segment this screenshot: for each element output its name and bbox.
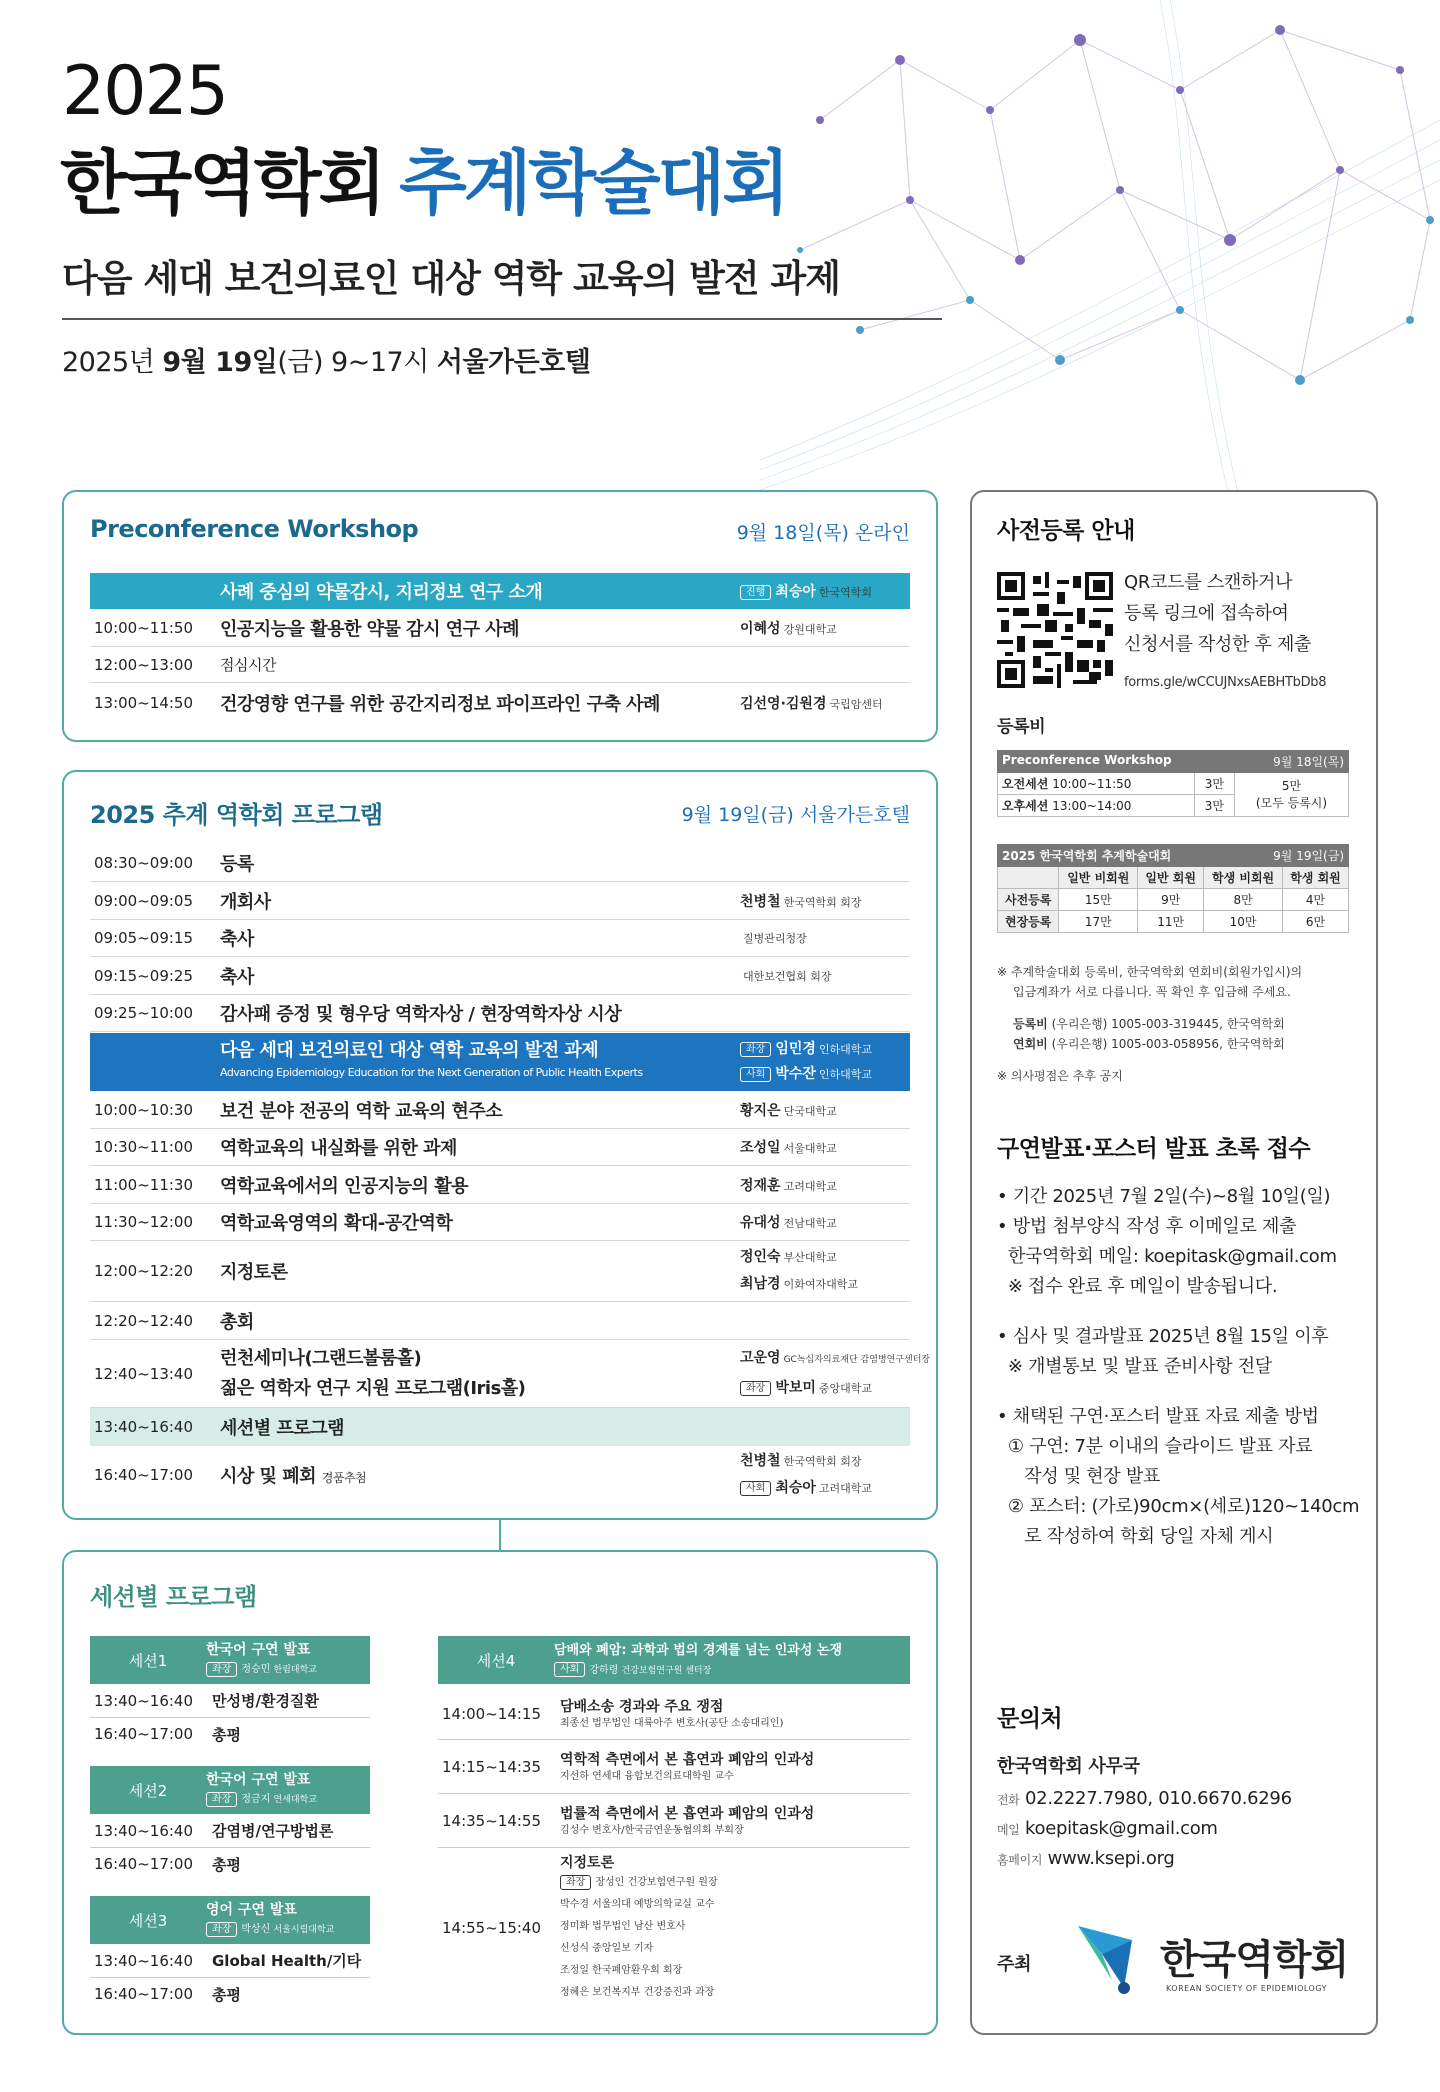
session3-header: 세션3 영어 구연 발표 좌장 박상신 서울시립대학교 xyxy=(90,1896,370,1944)
schedule-row-sessions: 13:40~16:40 세션별 프로그램 xyxy=(90,1408,910,1446)
abstract-details: • 기간 2025년 7월 2일(수)~8월 10일(일) • 방법 첨부양식 작성 후 이메일로 제출 한국역학회 메일: koepitask@gmail.com ※ 접수 완료 후 메일이 발송됩니다. • 심사 및 결과발표 2025년 8월 15일 이후 ※ 개별통보 및 발표 준비사항 전달 • 채택된 구연·포스터 발표 자료 제출 방법 ① 구연: 7분 이내의 슬라이드 발표 자료 작성 및 현장 발표 ② 포스터: (가로)90cm×(세로)120~140cm 로 작성하여 학회 당일 자체 게시 xyxy=(997,1186,1360,1547)
contact-title: 문의처 xyxy=(997,1706,1063,1732)
session-row: 13:40~16:40 감염병/연구방법론 xyxy=(90,1814,370,1848)
registration-title: 사전등록 안내 xyxy=(997,518,1135,544)
registration-link[interactable]: forms.gle/wCCUJNxsAEBHTbDb8 xyxy=(1124,675,1327,690)
contact-website[interactable]: 홈페이지 www.ksepi.org xyxy=(997,1848,1175,1869)
session-row: 13:40~16:40 만성병/환경질환 xyxy=(90,1684,370,1718)
workshop-band-title: 사례 중심의 약물감시, 지리정보 연구 소개 xyxy=(220,582,543,603)
schedule-row: 12:00~12:20 지정토론 정인숙 부산대학교 최남경 이화여자대학교 xyxy=(90,1241,910,1302)
society-logo-kr: 한국역학회 xyxy=(1160,1937,1349,1983)
workshop-title: Preconference Workshop xyxy=(90,515,419,543)
session-row: 14:35~14:55 법률적 측면에서 본 흡연과 폐암의 인과성 김성수 변호사/한국금연운동협의회 부회장 xyxy=(438,1794,910,1848)
workshop-fee-table: Preconference Workshop 9월 18일(목) 오전세션 10:00~11:50 3만 5만 (모두 등록시) 오후세션 13:00~14:00 3만 xyxy=(997,750,1349,817)
schedule-row: 09:25~10:00 감사패 증정 및 형우당 역학자상 / 현장역학자상 시상 xyxy=(90,995,910,1032)
society-logo-en: KOREAN SOCIETY OF EPIDEMIOLOGY xyxy=(1166,1984,1328,1993)
fee-notice: ※ 추계학술대회 등록비, 한국역학회 연회비(회원가입시)의 입금계좌가 서로 다릅니다. 꼭 확인 후 입금해 주세요. xyxy=(997,965,1303,999)
credit-notice: ※ 의사평점은 추후 공지 xyxy=(997,1069,1123,1083)
schedule-row: 09:00~09:05 개회사 천병철 한국역학회 회장 xyxy=(90,882,910,920)
session-row: 14:15~14:35 역학적 측면에서 본 흡연과 폐암의 인과성 지선하 연세대 융합보건의료대학원 교수 xyxy=(438,1740,910,1794)
society-logo-icon xyxy=(1072,1918,1152,1998)
schedule-row: 10:00~11:50 인공지능을 활용한 약물 감시 연구 사례 이혜성 강원대학교 xyxy=(90,609,910,647)
schedule-row: 16:40~17:00 시상 및 폐회 경품추첨 천병철 한국역학회 회장 사회 최승아 고려대학교 xyxy=(94,1453,873,1496)
session-row: 16:40~17:00 총평 xyxy=(94,1985,241,2004)
workshop-date: 9월 18일(목) 온라인 xyxy=(736,522,910,544)
theme-title: 다음 세대 보건의료인 대상 역학 교육의 발전 과제 xyxy=(220,1040,599,1061)
workshop-band xyxy=(90,573,910,609)
schedule-row: 12:40~13:40 런천세미나(그랜드볼룸홀) 젊은 역학자 연구 지원 프로그램(Iris홀) 고운영 GC녹십자의료재단 감염병연구센터장 좌장 박보미 중앙대학교 xyxy=(90,1340,910,1408)
contact-phone: 전화 02.2227.7980, 010.6670.6296 xyxy=(997,1788,1292,1809)
program-theme-band: 다음 세대 보건의료인 대상 역학 교육의 발전 과제 Advancing Epidemiology Education for the Next Generation of Public Health Experts 좌장 임민경 인하대학교 사회 박수잔 인하대학교 xyxy=(90,1033,910,1091)
connector-line xyxy=(499,1520,501,1550)
theme-title-en: Advancing Epidemiology Education for the Next Generation of Public Health Experts xyxy=(220,1066,643,1079)
event-subtitle: 다음 세대 보건의료인 대상 역학 교육의 발전 과제 xyxy=(62,257,841,300)
session-row: 16:40~17:00 총평 xyxy=(94,1725,241,1744)
session-row: 13:40~16:40 Global Health/기타 xyxy=(90,1944,370,1978)
sessions-title: 세션별 프로그램 xyxy=(90,1583,257,1611)
abstract-title: 구연발표·포스터 발표 초록 접수 xyxy=(997,1136,1311,1162)
session-row: 14:55~15:40 지정토론 좌장 장성인 건강보험연구원 원장 박수경 서울의대 예방의학교실 교수 정미화 법무법인 남산 변호사 신성식 중앙일보 기자 조정일 한국폐암환우회 회장 정혜은 보건복지부 건강증진과 과장 xyxy=(442,1855,718,1998)
session-row: 16:40~17:00 총평 xyxy=(94,1855,241,1874)
event-title xyxy=(60,140,787,226)
event-year: 2025 xyxy=(62,52,228,131)
session-row: 14:00~14:15 담배소송 경과와 주요 쟁점 최종선 법무법인 대륙아주 변호사(공단 소송대리인) xyxy=(438,1688,910,1740)
session2-header: 세션2 한국어 구연 발표 좌장 정금지 연세대학교 xyxy=(90,1766,370,1814)
schedule-row: 09:15~09:25 축사 대한보건협회 회장 xyxy=(90,957,910,995)
bank-accounts: 등록비 (우리은행) 1005-003-319445, 한국역학회 연회비 (우리은행) 1005-003-058956, 한국역학회 xyxy=(1013,1017,1285,1051)
session1-header: 세션1 한국어 구연 발표 좌장 정승민 한림대학교 xyxy=(90,1636,370,1684)
qr-code-icon xyxy=(997,572,1113,688)
host-label: 주최 xyxy=(997,1954,1032,1975)
schedule-row: 13:00~14:50 건강영향 연구를 위한 공간지리정보 파이프라인 구축 사례 김선영·김원경 국립암센터 xyxy=(94,694,883,715)
event-date: 2025년 9월 19일(금) 9~17시 서울가든호텔 xyxy=(62,347,591,378)
schedule-row: 11:00~11:30 역학교육에서의 인공지능의 활용 정재훈 고려대학교 xyxy=(90,1166,910,1204)
qr-instructions: QR코드를 스캔하거나 등록 링크에 접속하여 신청서를 작성한 후 제출 xyxy=(1124,572,1312,655)
schedule-row: 10:30~11:00 역학교육의 내실화를 위한 과제 조성일 서울대학교 xyxy=(90,1129,910,1166)
workshop-host: 진행 최승아 한국역학회 xyxy=(740,581,910,601)
schedule-row: 08:30~09:00 등록 xyxy=(90,845,910,882)
schedule-row: 12:20~12:40 총회 xyxy=(90,1302,910,1340)
header-divider xyxy=(62,318,942,320)
conference-fee-table: 2025 한국역학회 추계학술대회 9월 19일(금) 일반 비회원 일반 회원 학생 비회원 학생 회원 사전등록 15만 9만 8만 4만 현장등록 17만 11만 10만 6만 xyxy=(997,844,1349,933)
fee-title: 등록비 xyxy=(997,717,1046,737)
title-event: 추계학술대회 xyxy=(399,142,787,224)
title-society: 한국역학회 xyxy=(60,142,384,224)
contact-email[interactable]: 메일 koepitask@gmail.com xyxy=(997,1818,1218,1839)
schedule-row: 11:30~12:00 역학교육영역의 확대-공간역학 유대성 전남대학교 xyxy=(90,1204,910,1241)
contact-org: 한국역학회 사무국 xyxy=(997,1756,1140,1777)
session4-header: 세션4 담배와 폐암: 과학과 법의 경계를 넘는 인과성 논쟁 사회 강하령 건강보험연구원 센터장 xyxy=(438,1636,910,1684)
schedule-row: 12:00~13:00 점심시간 xyxy=(90,647,910,683)
program-date: 9월 19일(금) 서울가든호텔 xyxy=(681,804,910,826)
schedule-row: 09:05~09:15 축사 질병관리청장 xyxy=(90,920,910,957)
schedule-row: 10:00~10:30 보건 분야 전공의 역학 교육의 현주소 황지은 단국대학교 xyxy=(90,1091,910,1129)
program-title: 2025 추계 역학회 프로그램 xyxy=(90,801,383,829)
network-decoration xyxy=(760,0,1440,500)
